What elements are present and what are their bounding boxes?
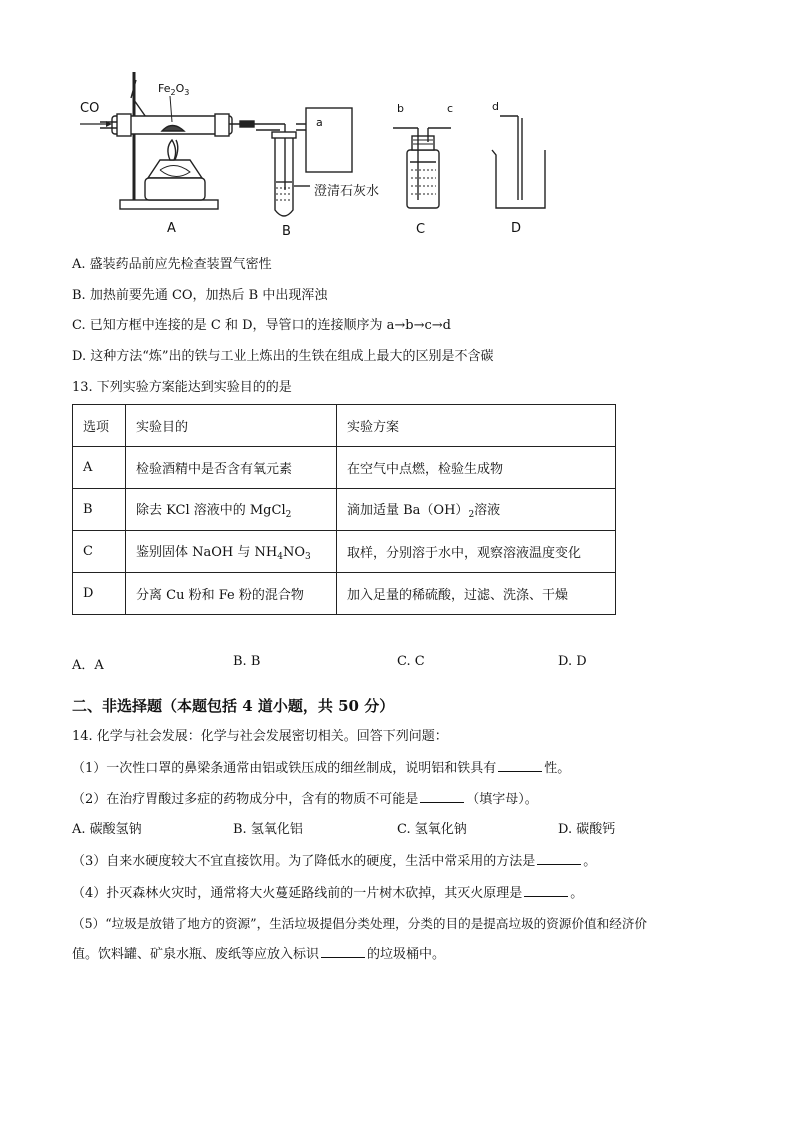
row-plan: 在空气中点燃，检验生成物 (337, 447, 616, 489)
table-header-row (73, 405, 616, 447)
co-label: CO (80, 101, 100, 116)
q13-choice-d: D. D (558, 654, 587, 669)
q12-option-b: B. 加热前要先通 CO，加热后 B 中出现浑浊 (72, 288, 328, 303)
label-c: C (416, 222, 426, 237)
apparatus-a (100, 72, 285, 209)
q14-choice-b: B. 氢氧化铝 (233, 822, 303, 837)
label-b: B (282, 224, 291, 239)
q12-option-a: A. 盛装药品前应先检查装置气密性 (72, 257, 272, 272)
q14-part3: （3）自来水硬度较大不宜直接饮用。为了降低水的硬度，生活中常采用的方法是 。 (72, 854, 597, 869)
port-a-label: a (316, 116, 323, 129)
q13-table (72, 404, 616, 615)
apparatus-c (393, 128, 451, 208)
section-heading: 二、非选择题（本题包括 4 道小题，共 50 分） (72, 697, 395, 715)
q14-choice-d: D. 碳酸钙 (558, 822, 616, 837)
answer-blank[interactable] (524, 884, 568, 897)
apparatus-figure (0, 0, 794, 250)
row-option: C (73, 531, 126, 573)
q14-part1: （1）一次性口罩的鼻梁条通常由铝或铁压成的细丝制成，说明铝和铁具有 性。 (72, 761, 571, 776)
q13-stem: 13. 下列实验方案能达到实验目的的是 (72, 380, 292, 395)
q13-choice-c: C. C (397, 654, 425, 669)
header-goal: 实验目的 (126, 405, 337, 447)
q12-option-c: C. 已知方框中连接的是 C 和 D，导管口的连接顺序为 a→b→c→d (72, 318, 451, 333)
row-goal: 检验酒精中是否含有氧元素 (126, 447, 337, 489)
q14-part2: （2）在治疗胃酸过多症的药物成分中，含有的物质不可能是 （填字母）。 (72, 792, 538, 807)
table-row (73, 531, 616, 573)
q14-part5-line2: 值。饮料罐、矿泉水瓶、废纸等应放入标识 的垃圾桶中。 (72, 947, 446, 962)
row-plan: 滴加适量 $Ba(OH)_2$溶液 (337, 489, 616, 531)
table-row (73, 489, 616, 531)
q14-choice-a: A. 碳酸氢钠 (72, 822, 142, 837)
header-option: 选项 (73, 405, 126, 447)
row-plan: 加入足量的稀硫酸，过滤、洗涤、干燥 (337, 573, 616, 615)
q14-part4: （4）扑灭森林火灾时，通常将大火蔓延路线前的一片树木砍掉，其灭火原理是 。 (72, 886, 584, 901)
table-row (73, 573, 616, 615)
port-b-label: b (397, 102, 404, 115)
row-goal: 鉴别固体 NaOH 与 $NH_4NO_3$ (126, 531, 337, 573)
label-d: D (511, 221, 522, 236)
q14-part5-line1: （5）“垃圾是放错了地方的资源”，生活垃圾提倡分类处理，分类的目的是提高垃圾的资源价值和经济价 (72, 916, 648, 931)
apparatus-d (492, 116, 545, 208)
answer-blank[interactable] (537, 852, 581, 865)
answer-blank[interactable] (321, 945, 365, 958)
q13-choice-a: A．A (72, 658, 104, 673)
q14-choice-c: C. 氢氧化钠 (397, 822, 467, 837)
fe2o3-label: $Fe_2O_3$ (158, 82, 190, 97)
answer-blank[interactable] (420, 790, 464, 803)
row-goal: 分离 Cu 粉和 Fe 粉的混合物 (126, 573, 337, 615)
header-plan: 实验方案 (337, 405, 616, 447)
table-row (73, 447, 616, 489)
answer-blank[interactable] (498, 759, 542, 772)
port-d-label: d (492, 100, 499, 113)
row-option: D (73, 573, 126, 615)
q13-choice-b: B. B (233, 654, 261, 669)
limewater-label: 澄清石灰水 (314, 184, 380, 199)
row-goal: 除去 KCl 溶液中的 MgCl$_2$ (126, 489, 337, 531)
row-option: A (73, 447, 126, 489)
row-option: B (73, 489, 126, 531)
q12-option-d: D. 这种方法“炼”出的铁与工业上炼出的生铁在组成上最大的区别是不含碳 (72, 349, 494, 364)
q14-stem: 14. 化学与社会发展：化学与社会发展密切相关。回答下列问题： (72, 729, 448, 744)
port-c-label: c (447, 102, 454, 115)
row-plan: 取样，分别溶于水中，观察溶液温度变化 (337, 531, 616, 573)
label-a: A (167, 221, 176, 236)
